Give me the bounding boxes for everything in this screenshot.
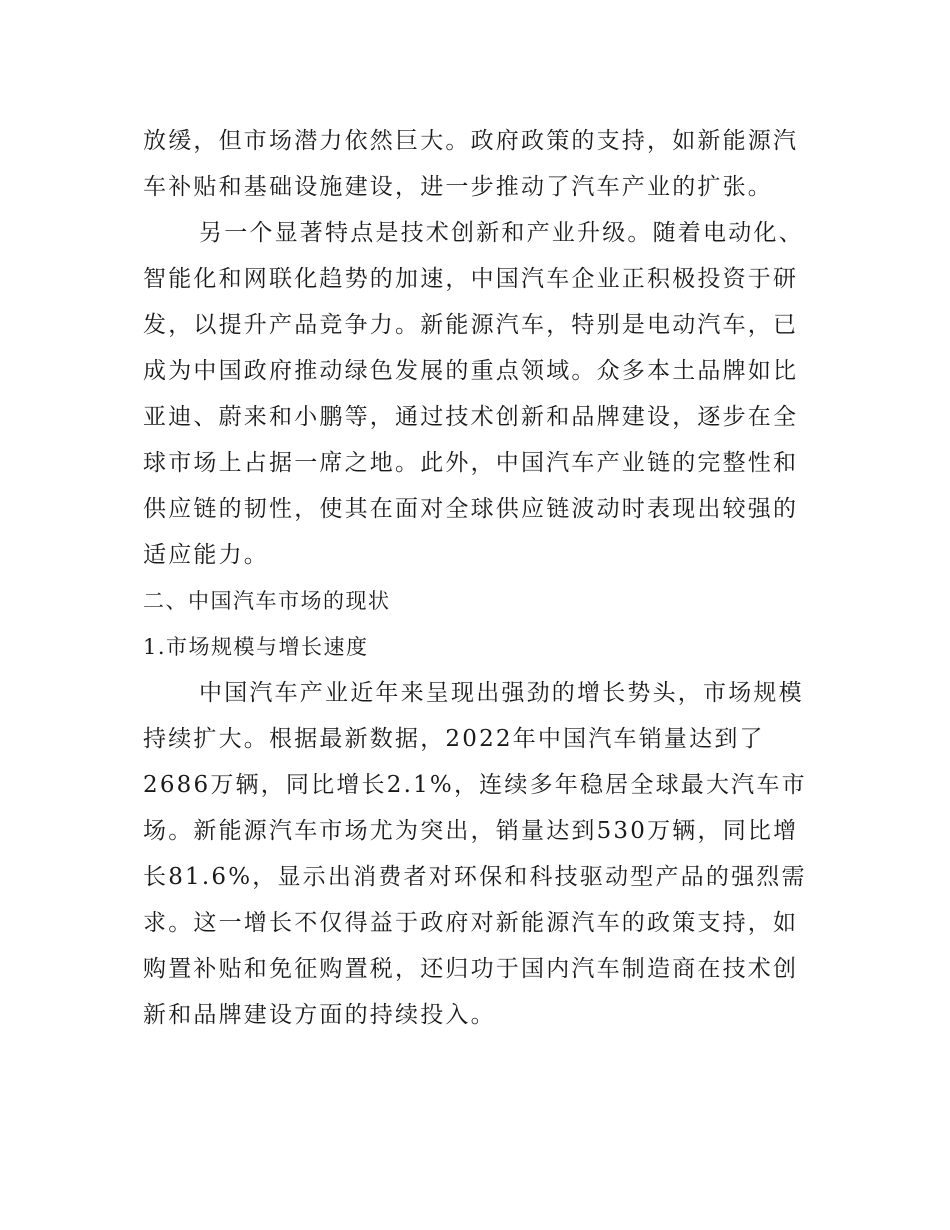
paragraph-tech-innovation: 另一个显著特点是技术创新和产业升级。随着电动化、智能化和网联化趋势的加速，中国汽车企业正积极投资于研发，以提升产品竞争力。新能源汽车，特别是电动汽车，已成为中国政府推动绿色发展的重点领域。众多本土品牌如比亚迪、蔚来和小鹏等，通过技术创新和品牌建设，逐步在全球市场上占据一席之地。此外，中国汽车产业链的完整性和供应链的韧性，使其在面对全球供应链波动时表现出较强的适应能力。 bbox=[143, 220, 804, 568]
document-body bbox=[143, 118, 813, 1038]
paragraph-continued: 放缓，但市场潜力依然巨大。政府政策的支持，如新能源汽车补贴和基础设施建设，进一步推动了汽车产业的扩张。 bbox=[143, 128, 799, 200]
section-heading: 二、中国汽车市场的现状 bbox=[143, 589, 391, 613]
subsection-heading: 1.市场规模与增长速度 bbox=[143, 635, 369, 659]
paragraph-market-size: 中国汽车产业近年来呈现出强劲的增长势头，市场规模持续扩大。根据最新数据，2022年中国汽车销量达到了2686万辆，同比增长2.1%，连续多年稳居全球最大汽车市场。新能源汽车市场尤为突出，销量达到530万辆，同比增长81.6%，显示出消费者对环保和科技驱动型产品的强烈需求。这一增长不仅得益于政府对新能源汽车的政策支持，如购置补贴和免征购置税，还归功于国内汽车制造商在技术创新和品牌建设方面的持续投入。 bbox=[143, 680, 807, 1028]
